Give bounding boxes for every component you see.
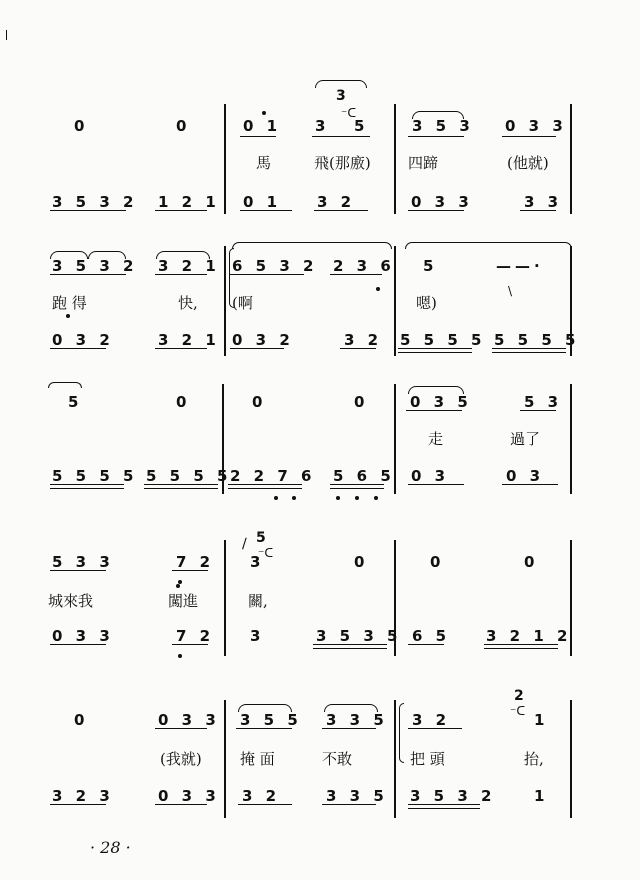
bracket: [399, 703, 404, 763]
lyric: 把 頭: [410, 750, 445, 768]
underline: [322, 804, 376, 805]
triplet-mark: 3: [336, 88, 346, 104]
lyric: 快,: [178, 294, 198, 312]
underline: [520, 210, 556, 211]
underline: [144, 484, 218, 485]
lower-note: 3 2: [317, 193, 356, 211]
upper-note: 0: [354, 393, 369, 411]
lower-note: 3: [250, 627, 265, 645]
underline: [50, 570, 106, 571]
lyric: 掩 面: [240, 750, 275, 768]
underline: [312, 136, 370, 137]
lower-note: 3 2 3: [52, 787, 114, 805]
margin-mark: [6, 30, 7, 40]
underline: [230, 274, 304, 275]
lower-note: 5 5 5 5: [52, 467, 138, 485]
lyric: 馬: [256, 154, 272, 172]
upper-note: 0: [176, 117, 191, 135]
underline: [408, 644, 444, 645]
upper-note: 0: [74, 711, 89, 729]
underline-double: [330, 488, 384, 489]
underline-double: [50, 488, 124, 489]
barline: [570, 384, 572, 494]
lower-note: 0 1: [243, 193, 282, 211]
underline: [236, 728, 292, 729]
lower-note: 3 2 1 2: [486, 627, 572, 645]
underline: [50, 644, 106, 645]
grace-note: 2: [514, 688, 524, 704]
upper-note: 2 3 6: [333, 257, 395, 275]
high-octave-dot: [262, 111, 266, 115]
underline: [172, 570, 208, 571]
lyric: 跑 得: [52, 294, 87, 312]
underline-double: [408, 808, 480, 809]
upper-note: 0 3 3: [158, 711, 220, 729]
underline: [230, 348, 284, 349]
upper-note: 3: [250, 553, 265, 571]
underline: [330, 484, 384, 485]
underline: [408, 136, 464, 137]
low-octave-dot: [274, 496, 278, 500]
grace-slash: ∕: [242, 536, 247, 552]
lyric: 不敢: [322, 750, 353, 768]
upper-note: 0 3 5: [410, 393, 472, 411]
underline: [155, 804, 207, 805]
underline: [408, 728, 462, 729]
upper-note: 5: [354, 117, 369, 135]
upper-note: 3 5 5: [240, 711, 302, 729]
low-octave-dot: [66, 314, 70, 318]
underline: [50, 274, 126, 275]
lower-note: 0 3: [506, 467, 545, 485]
lower-note: 3 2 1: [158, 331, 220, 349]
upper-note: ——·: [496, 257, 544, 275]
barline: [224, 700, 226, 818]
low-octave-dot: [336, 496, 340, 500]
upper-note: 5: [68, 393, 83, 411]
underline-double: [484, 648, 558, 649]
lower-note: 3 3 5: [326, 787, 388, 805]
barline: [224, 540, 226, 656]
underline: [408, 804, 480, 805]
underline: [406, 410, 462, 411]
lower-note: 5 6 5: [333, 467, 395, 485]
low-octave-dot: [355, 496, 359, 500]
underline: [330, 274, 382, 275]
lyric: 關,: [248, 592, 268, 610]
underline: [240, 136, 276, 137]
lyric: 闖進: [168, 592, 199, 610]
underline: [172, 644, 208, 645]
phrase-slur: [405, 242, 572, 249]
underline: [155, 728, 207, 729]
underline: [240, 210, 292, 211]
lower-note: 0 3 2: [52, 331, 114, 349]
lower-note: 2 2 7 6: [230, 467, 316, 485]
breath-mark: ⁻ᑕ: [258, 546, 274, 560]
breath-mark: ⁻ᑕ: [510, 704, 526, 718]
underline: [502, 484, 558, 485]
lower-note: 0 3 2: [232, 331, 294, 349]
underline: [492, 348, 566, 349]
lyric: (我就): [160, 750, 202, 768]
phrase-slur: [232, 242, 392, 249]
lower-note: 5 5 5 5: [400, 331, 486, 349]
lyric: 飛(那廒): [314, 154, 371, 172]
high-octave-dot: [176, 584, 180, 588]
lower-note: 3 5 3 2: [410, 787, 496, 805]
lower-note: 3 5 3 2: [52, 193, 138, 211]
upper-note: 3: [315, 117, 330, 135]
upper-note: 3 3 5: [326, 711, 388, 729]
upper-note: 0: [74, 117, 89, 135]
lower-note: 3 3: [524, 193, 563, 211]
underline: [228, 484, 302, 485]
low-octave-dot: [374, 496, 378, 500]
page-number: · 28 ·: [90, 838, 131, 857]
upper-note: 0: [176, 393, 191, 411]
lower-note: 6 5: [412, 627, 451, 645]
lower-note: 3 2: [242, 787, 281, 805]
lower-note: 5 5 5 5: [494, 331, 580, 349]
lower-note: 0 3 3: [158, 787, 220, 805]
low-octave-dot: [292, 496, 296, 500]
lyric: (他就): [507, 154, 549, 172]
upper-note: 0: [354, 553, 369, 571]
underline: [50, 210, 126, 211]
lyric: 城來我: [48, 592, 94, 610]
upper-note: 7 2: [176, 553, 215, 571]
lower-note: 0 3 3: [52, 627, 114, 645]
underline: [340, 348, 376, 349]
upper-note: 3 5 3: [412, 117, 474, 135]
lyric: 抬,: [524, 750, 544, 768]
upper-note: 5 3: [524, 393, 563, 411]
underline: [155, 274, 207, 275]
upper-note: 3 2: [412, 711, 451, 729]
barline: [570, 700, 572, 818]
barline: [224, 246, 226, 356]
barline: [394, 700, 396, 818]
lower-note: 5 5 5 5: [146, 467, 232, 485]
underline: [155, 210, 207, 211]
lower-note: 3 2: [344, 331, 383, 349]
underline: [50, 804, 106, 805]
underline-double: [144, 488, 218, 489]
upper-note: 0: [524, 553, 539, 571]
upper-note: 6 5 3 2: [232, 257, 318, 275]
lower-note: 3 5 3 5: [316, 627, 402, 645]
lyric: 過了: [510, 430, 541, 448]
mark: \: [508, 284, 513, 298]
underline-double: [228, 488, 302, 489]
underline-double: [313, 648, 387, 649]
upper-note: 0 3 3: [505, 117, 567, 135]
underline: [322, 728, 376, 729]
lower-note: 7 2: [176, 627, 215, 645]
tie: [48, 382, 82, 388]
lower-note: 1: [534, 787, 549, 805]
underline: [408, 484, 464, 485]
upper-note: 5: [423, 257, 438, 275]
upper-note: 0: [252, 393, 267, 411]
lower-note: 0 3 3: [411, 193, 473, 211]
underline: [238, 804, 292, 805]
lyric: (啊: [232, 294, 253, 312]
triplet-slur: [315, 80, 367, 88]
underline: [520, 410, 556, 411]
underline: [313, 644, 387, 645]
upper-note: 0 1: [243, 117, 282, 135]
barline: [394, 104, 396, 214]
underline-double: [398, 352, 472, 353]
lower-note: 1 2 1: [158, 193, 220, 211]
underline: [155, 348, 207, 349]
underline: [502, 136, 556, 137]
underline-double: [492, 352, 566, 353]
low-octave-dot: [178, 654, 182, 658]
upper-note: 3 2 1: [158, 257, 220, 275]
underline: [314, 210, 368, 211]
low-octave-dot: [376, 287, 380, 291]
underline: [50, 484, 124, 485]
barline: [224, 104, 226, 214]
lower-note: 0 3: [411, 467, 450, 485]
barline: [570, 104, 572, 214]
upper-note: 5 3 3: [52, 553, 114, 571]
underline: [398, 348, 472, 349]
underline: [408, 210, 464, 211]
lyric: 走: [428, 430, 444, 448]
grace-note: 5: [256, 530, 266, 546]
underline: [50, 348, 106, 349]
underline: [484, 644, 558, 645]
upper-note: 1: [534, 711, 549, 729]
lyric: 嗯): [416, 294, 437, 312]
lyric: 四蹄: [408, 154, 439, 172]
upper-note: 0: [430, 553, 445, 571]
barline: [394, 246, 396, 356]
breath-mark: ⁻ᑕ: [341, 106, 357, 120]
upper-note: 3 5 3 2: [52, 257, 138, 275]
